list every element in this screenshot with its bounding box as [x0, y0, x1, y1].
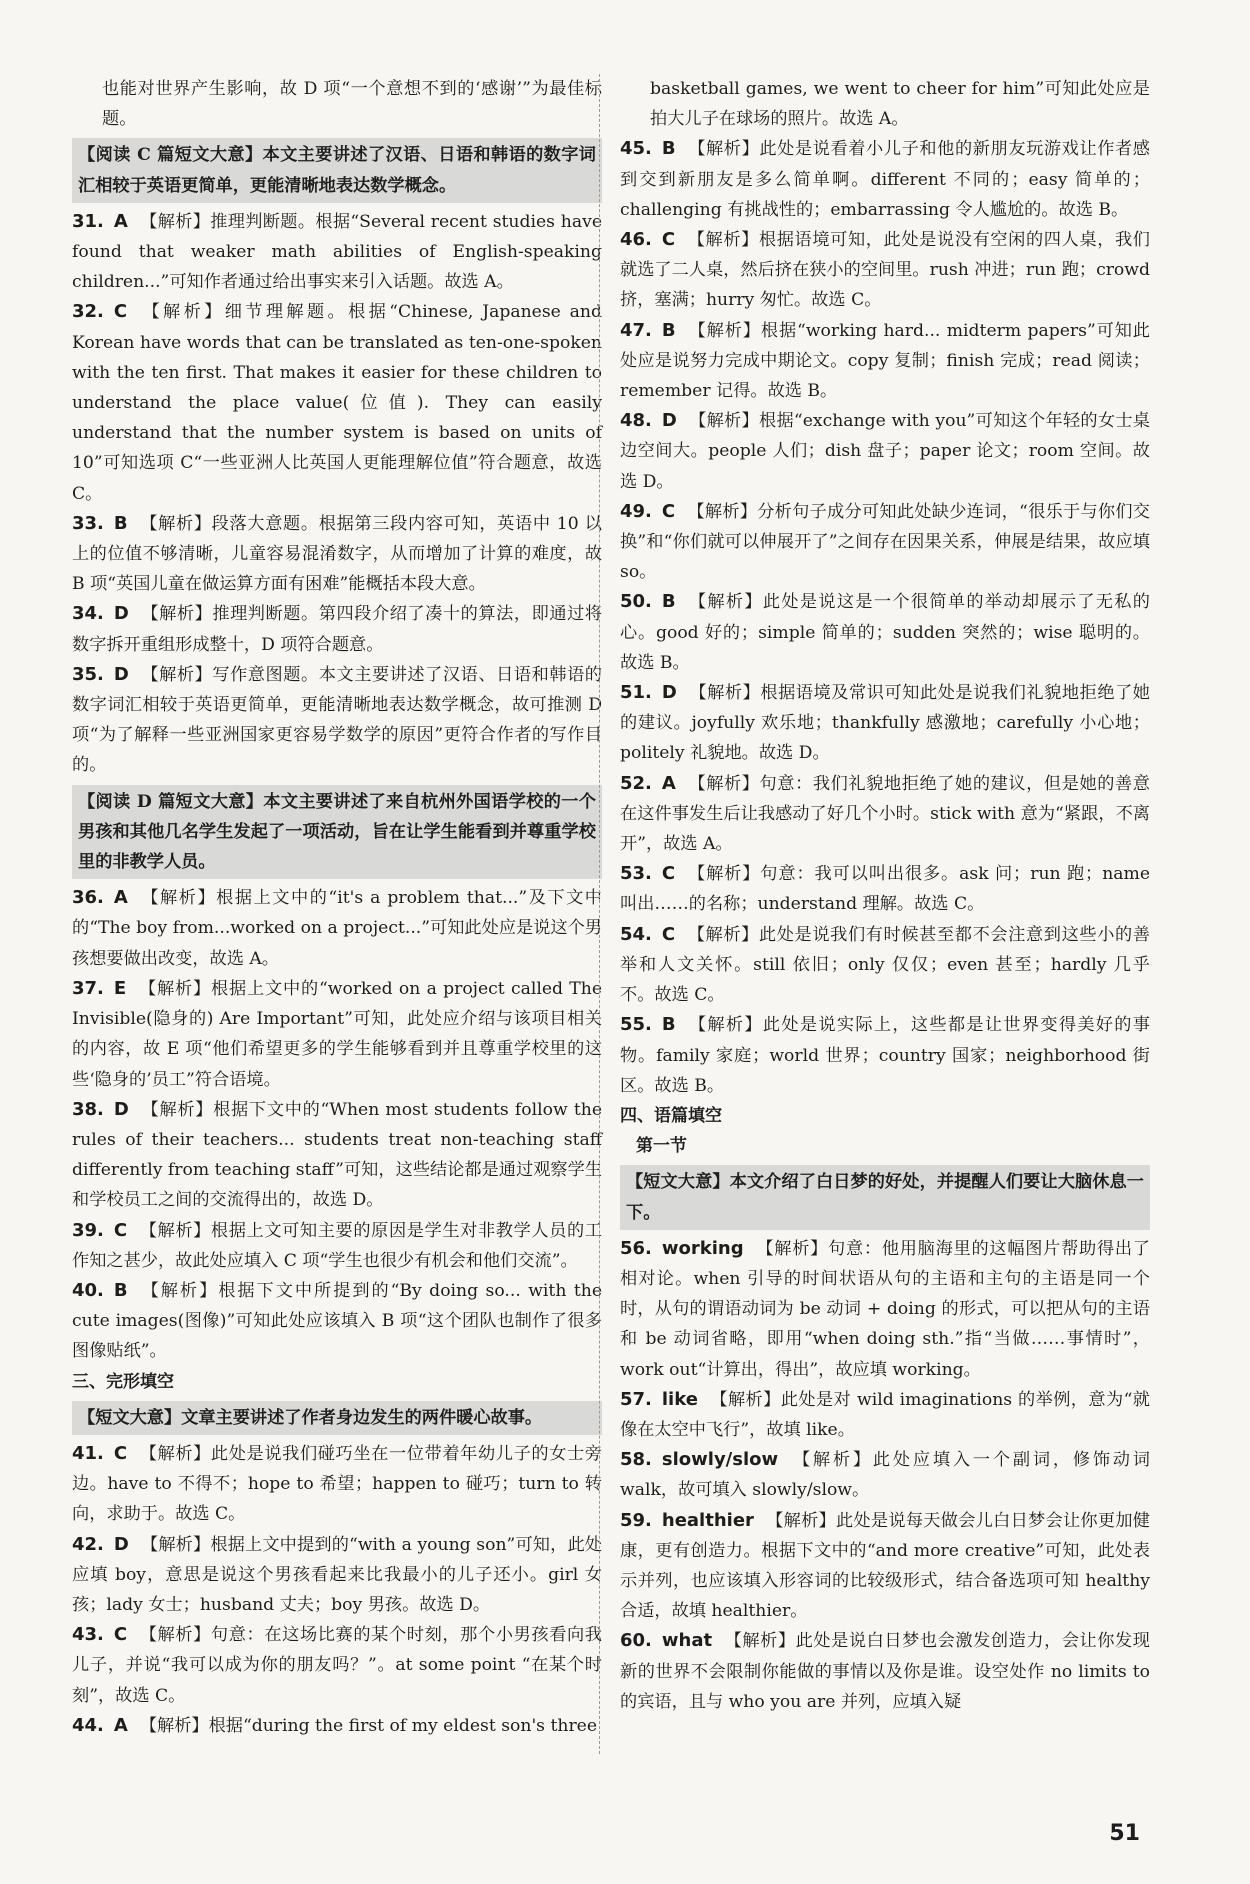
answer-54: 54. C 【解析】此处是说我们有时候甚至都不会注意到这些小的善举和人文关怀。still 依旧；only 仅仅；even 甚至；hardly 几乎不。故选 C。 — [620, 923, 1150, 1006]
answer-33: 33. B 【解析】段落大意题。根据第三段内容可知，英语中 10 以上的位值不够清晰，儿童容易混淆数字，从而增加了计算的难度，故 B 项“英国儿童在做运算方面有困难”能概括本段大意。 — [72, 512, 602, 595]
answer-50: 50. B 【解析】此处是说这是一个很简单的举动却展示了无私的心。good 好的；simple 简单的；sudden 突然的；wise 聪明的。故选 B。 — [620, 591, 1150, 673]
section-heading-gap-fill: 四、语篇填空 — [620, 1105, 722, 1126]
intro-text: 也能对世界产生影响，故 D 项“一个意想不到的‘感谢’”为最佳标题。 — [102, 79, 602, 130]
answer-60: 60. what 【解析】此处是说白日梦也会激发创造力，会让你发现新的世界不会限制你能做的事情以及你是谁。设空处作 no limits to 的宾语，且与 who you are 并列，应填入疑 — [620, 1630, 1150, 1712]
answer-31: 31. A 【解析】推理判断题。根据“Several recent studies have found that weaker math abilities of English-speaking children...”可知作者通过给出事实来引入话题。故选 A。 — [72, 210, 602, 293]
column-divider — [599, 74, 600, 1754]
answer-58: 58. slowly/slow 【解析】此处应填入一个副词，修饰动词 walk，故可填入 slowly/slow。 — [620, 1449, 1150, 1501]
answer-36: 36. A 【解析】根据上文中的“it's a problem that...”及下文中的“The boy from...worked on a project...”可知此处应是说这个男孩想要做出改变，故选 A。 — [72, 887, 602, 969]
answer-56: 56. working 【解析】句意：他用脑海里的这幅图片帮助得出了相对论。when 引导的时间状语从句的主语和主句的主语是同一个时，从句的谓语动词为 be 动词 + doing 的形式，可以把从句的主语和 be 动词省略，即用“when doing sth.”指“当做……事情时”，work out“计算出，得出”，故应填 working。 — [620, 1237, 1150, 1380]
answer-49: 49. C 【解析】分析句子成分可知此处缺少连词，“很乐于与你们交换”和“你们就可以伸展开了”之间存在因果关系，伸展是结果，故应填 so。 — [620, 500, 1150, 583]
answer-34: 34. D 【解析】推理判断题。第四段介绍了凑十的算法，即通过将数字拆开重组形成整十，D 项符合题意。 — [72, 603, 602, 655]
answer-38: 38. D 【解析】根据下文中的“When most students follow the rules of their teachers... students treat non-teaching staff differently from teaching staff”可知，这些结论都是通过观察学生和学校员工之间的交流得出的，故选 D。 — [72, 1098, 602, 1211]
answer-35: 35. D 【解析】写作意图题。本文主要讲述了汉语、日语和韩语的数字词汇相较于英语更简单，更能清晰地表达数学概念，故可推测 D 项“为了解释一些亚洲国家更容易学数学的原因”更符合作者的写作目的。 — [72, 663, 602, 776]
answer-44: 44. A 【解析】根据“during the first of my eldest son's three — [72, 1714, 598, 1736]
answer-55: 55. B 【解析】此处是说实际上，这些都是让世界变得美好的事物。family 家庭；world 世界；country 国家；neighborhood 街区。故选 B。 — [620, 1014, 1150, 1096]
answer-53: 53. C 【解析】句意：我可以叫出很多。ask 问；run 跑；name 叫出……的名称；understand 理解。故选 C。 — [620, 863, 1150, 915]
answer-47: 47. B 【解析】根据“working hard... midterm papers”可知此处应是说努力完成中期论文。copy 复制；finish 完成；read 阅读；remember 记得。故选 B。 — [620, 319, 1150, 402]
answer-43: 43. C 【解析】句意：在这场比赛的某个时刻，那个小男孩看向我儿子，并说“我可以成为你的朋友吗？”。at some point “在某个时刻”，故选 C。 — [72, 1624, 602, 1706]
summary-reading-c: 【阅读 C 篇短文大意】本文主要讲述了汉语、日语和韩语的数字词汇相较于英语更简单，更能清晰地表达数学概念。 — [72, 138, 602, 202]
summary-gap-fill: 【短文大意】本文介绍了白日梦的好处，并提醒人们要让大脑休息一下。 — [620, 1165, 1150, 1229]
summary-cloze: 【短文大意】文章主要讲述了作者身边发生的两件暖心故事。 — [72, 1401, 602, 1435]
answer-37: 37. E 【解析】根据上文中的“worked on a project called The Invisible(隐身的) Are Important”可知，此处应介绍与该项目相关的内容，故 E 项“他们希望更多的学生能够看到并且尊重学校里的这些‘隐身的’员工”符合语境。 — [72, 977, 602, 1090]
answer-46: 46. C 【解析】根据语境可知，此处是说没有空闲的四人桌，我们就选了二人桌，然后挤在狭小的空间里。rush 冲进；run 跑；crowd 挤，塞满；hurry 匆忙。故选 C。 — [620, 229, 1150, 311]
answer-57: 57. like 【解析】此处是对 wild imaginations 的举例，意为“就像在太空中飞行”，故填 like。 — [620, 1388, 1150, 1440]
right-column — [620, 74, 1150, 1717]
answer-45: 45. B 【解析】此处是说看着小儿子和他的新朋友玩游戏让作者感到交到新朋友是多么简单啊。different 不同的；easy 简单的；challenging 有挑战性的；embarrassing 令人尴尬的。故选 B。 — [620, 138, 1150, 220]
answer-59: 59. healthier 【解析】此处是说每天做会儿白日梦会让你更加健康，更有创造力。根据下文中的“and more creative”可知，此处表示并列，也应该填入形容词的比较级形式，结合备选项可知 healthy 合适，故填 healthier。 — [620, 1509, 1150, 1622]
section-subheading-part-one: 第一节 — [636, 1136, 687, 1157]
summary-reading-d: 【阅读 D 篇短文大意】本文主要讲述了来自杭州外国语学校的一个男孩和其他几名学生发起了一项活动，旨在让学生能看到并尊重学校里的非教学人员。 — [72, 785, 602, 880]
answer-32: 32. C 【解析】细节理解题。根据“Chinese, Japanese and Korean have words that can be translated as ten-one-spoken with the ten first. That makes it easier for these children to understand the place value(位值). They can easily understand that the number system is based on units of 10”可知选项 C“一些亚洲人比英国人更能理解位值”符合题意，故选 C。 — [72, 301, 602, 504]
answer-42: 42. D 【解析】根据上文中提到的“with a young son”可知，此处应填 boy，意思是说这个男孩看起来比我最小的儿子还小。girl 女孩；lady 女士；husband 丈夫；boy 男孩。故选 D。 — [72, 1533, 602, 1615]
section-heading-cloze: 三、完形填空 — [72, 1371, 174, 1392]
answer-48: 48. D 【解析】根据“exchange with you”可知这个年轻的女士桌边空间大。people 人们；dish 盘子；paper 论文；room 空间。故选 D。 — [620, 410, 1150, 492]
answer-51: 51. D 【解析】根据语境及常识可知此处是说我们礼貌地拒绝了她的建议。joyfully 欢乐地；thankfully 感激地；carefully 小心地；politely 礼貌地。故选 D。 — [620, 682, 1150, 764]
page-number: 51 — [1109, 1821, 1140, 1846]
answer-52: 52. A 【解析】句意：我们礼貌地拒绝了她的建议，但是她的善意在这件事发生后让我感动了好几个小时。stick with 意为“紧跟，不离开”，故选 A。 — [620, 772, 1150, 855]
answer-41: 41. C 【解析】此处是说我们碰巧坐在一位带着年幼儿子的女士旁边。have to 不得不；hope to 希望；happen to 碰巧；turn to 转向，求助于。故选 C。 — [72, 1442, 602, 1525]
left-column — [72, 74, 602, 1741]
answer-40: 40. B 【解析】根据下文中所提到的“By doing so... with the cute images(图像)”可知此处应该填入 B 项“这个团队也制作了很多图像贴纸”。 — [72, 1279, 602, 1362]
answer-39: 39. C 【解析】根据上文可知主要的原因是学生对非教学人员的工作知之甚少，故此处应填入 C 项“学生也很少有机会和他们交流”。 — [72, 1219, 602, 1271]
answer-44-continued: basketball games, we went to cheer for him”可知此处应是拍大儿子在球场的照片。故选 A。 — [650, 79, 1150, 130]
